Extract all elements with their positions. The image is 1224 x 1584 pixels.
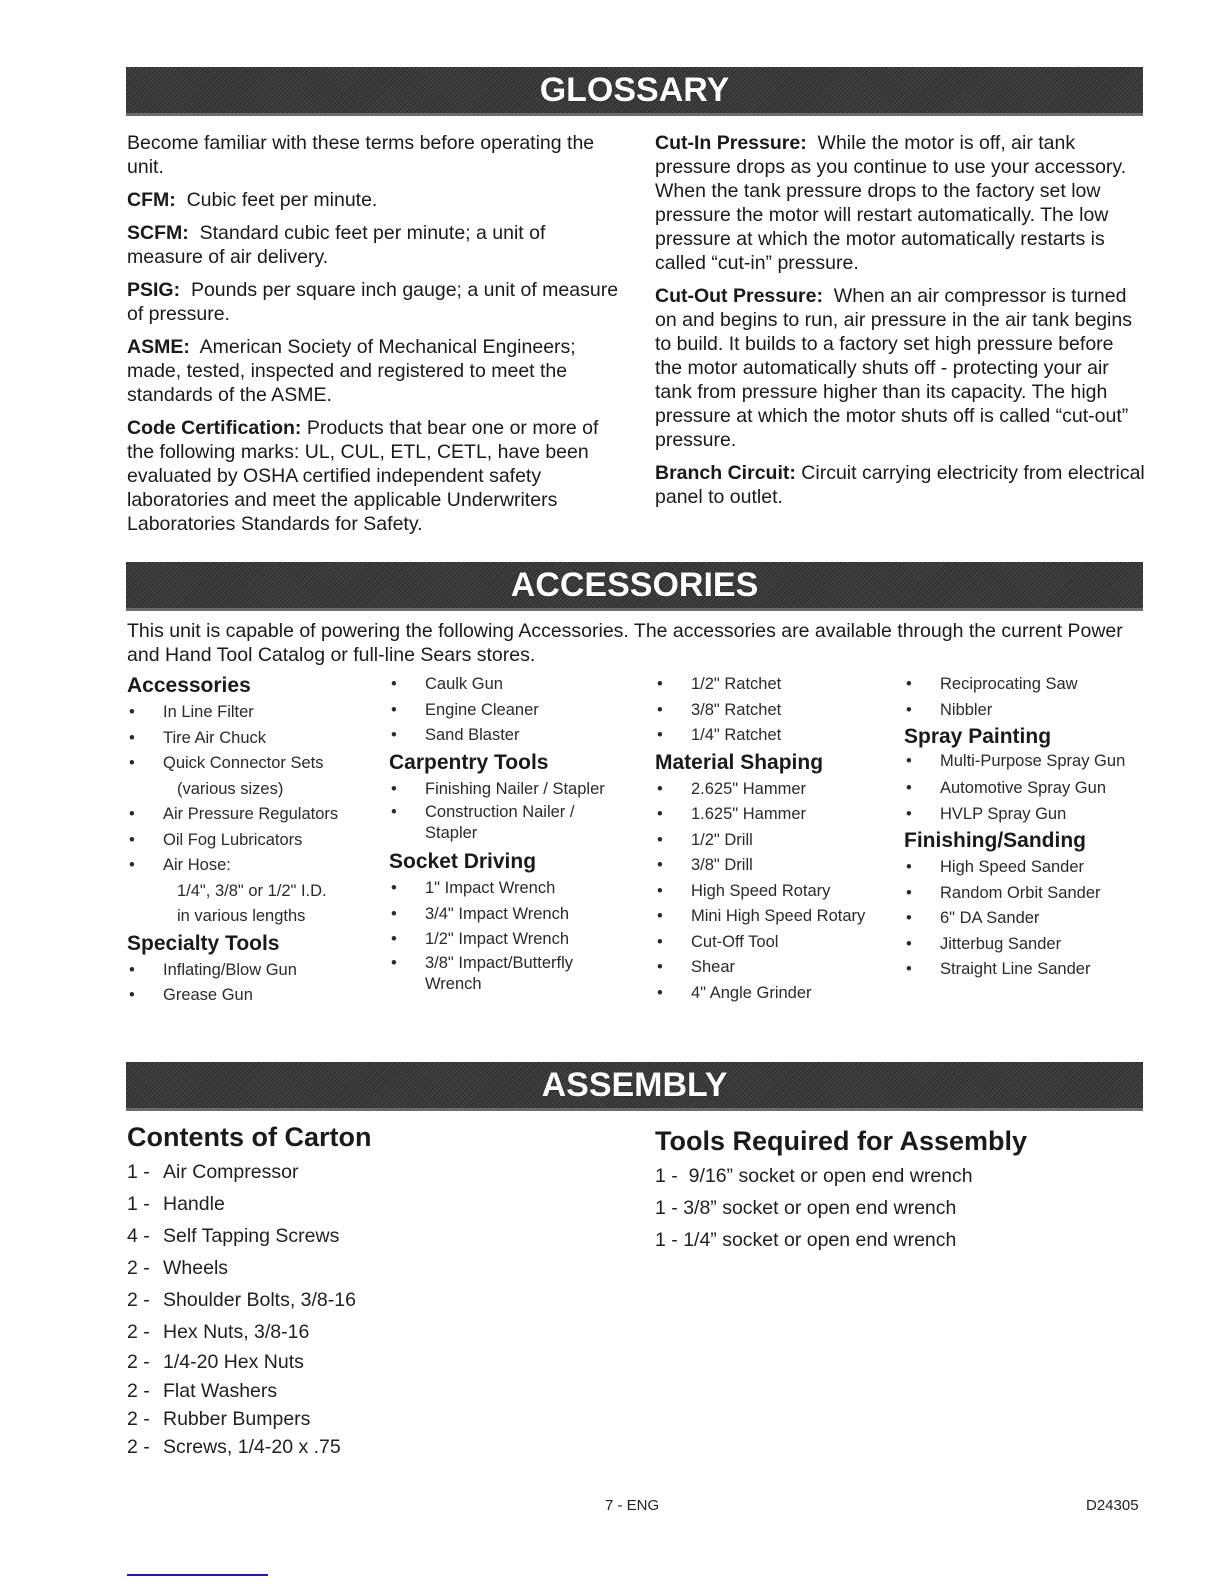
- list-item: 1 - 3/8” socket or open end wrench: [655, 1197, 957, 1219]
- glossary-definition: Pounds per square inch gauge; a unit of measure of pressure.: [127, 279, 619, 325]
- glossary-title: GLOSSARY: [539, 70, 730, 109]
- list-item: • In Line Filter: [127, 700, 377, 726]
- list-item: • 1/2" Ratchet: [655, 672, 905, 698]
- list-item: • Automotive Spray Gun: [904, 776, 1154, 802]
- list-item: • 3/8" Drill: [655, 853, 905, 879]
- bullet-icon: •: [657, 830, 663, 849]
- bullet-icon: •: [391, 953, 397, 972]
- material-shaping-list: [655, 777, 905, 1007]
- list-item: • Tire Air Chuck: [127, 726, 377, 752]
- glossary-term: Cut-In Pressure:: [655, 132, 807, 154]
- list-item: • Reciprocating Saw: [904, 672, 1154, 698]
- glossary-right-column: [655, 131, 1145, 518]
- list-item: • Inflating/Blow Gun: [127, 958, 377, 984]
- bullet-icon: •: [906, 804, 912, 823]
- bullet-icon: •: [129, 754, 135, 772]
- glossary-term: Code Certification:: [127, 417, 302, 439]
- list-item: • 1.625" Hammer: [655, 802, 905, 828]
- list-item: 4 - Self Tapping Screws: [127, 1225, 340, 1247]
- glossary-definition: When an air compressor is turned on and begins to run, air pressure in the air tank begins to build. It builds to a factory set high pressure before the motor automatically shuts off - protecting your air tank from pressure higher than its capacity. The high pressure at which the motor shuts off is called “cut-out” pressure.: [655, 285, 1132, 451]
- bullet-icon: •: [906, 752, 912, 770]
- bullet-icon: •: [657, 700, 663, 719]
- glossary-term: Cut-Out Pressure:: [655, 285, 823, 307]
- glossary-definition: Circuit carrying electricity from electrical panel to outlet.: [655, 462, 1145, 508]
- category-heading-spray-painting: Spray Painting: [904, 725, 1052, 748]
- glossary-definition: While the motor is off, air tank pressure drops as you continue to use your accessory. When the tank pressure drops to the factory set low pressure the motor will restart automatically. The low pressure at which the motor automatically restarts is called “cut-in” pressure.: [655, 132, 1127, 274]
- list-item: • 2.625" Hammer: [655, 777, 905, 803]
- bullet-icon: •: [129, 830, 135, 849]
- bullet-icon: •: [391, 726, 397, 744]
- list-item: • Grease Gun: [127, 983, 377, 1009]
- list-item: • Random Orbit Sander: [904, 881, 1154, 907]
- bullet-icon: •: [129, 703, 135, 721]
- glossary-term: SCFM:: [127, 222, 189, 244]
- list-item: 2 - Flat Washers: [127, 1380, 278, 1402]
- accessories-title: ACCESSORIES: [510, 565, 759, 604]
- list-item: 2 - Hex Nuts, 3/8-16: [127, 1321, 310, 1343]
- list-item: • Sand Blaster: [389, 723, 639, 749]
- bullet-icon: •: [906, 960, 912, 978]
- glossary-entry-asme: [127, 335, 622, 407]
- list-item: • 3/8" Ratchet: [655, 698, 905, 724]
- socket-driving-list: [389, 876, 639, 999]
- accessories-intro: This unit is capable of powering the following Accessories. The accessories are available through the current Power and Hand Tool Catalog or full-line Sears stores.: [127, 620, 1123, 666]
- bullet-icon: •: [657, 779, 663, 798]
- bullet-icon: •: [391, 803, 397, 821]
- bullet-icon: •: [906, 858, 912, 876]
- glossary-definition: Standard cubic feet per minute; a unit of measure of air delivery.: [127, 222, 546, 268]
- bullet-icon: •: [129, 728, 135, 747]
- list-item: 2 - 1/4-20 Hex Nuts: [127, 1351, 304, 1373]
- glossary-entry-cut-out: [655, 284, 1145, 452]
- tools-required-heading: Tools Required for Assembly: [655, 1126, 1028, 1156]
- category-heading-socket-driving: Socket Driving: [389, 850, 537, 873]
- bullet-icon: •: [391, 904, 397, 923]
- list-item: • HVLP Spray Gun: [904, 802, 1154, 828]
- list-item: • High Speed Sander: [904, 855, 1154, 881]
- glossary-term: CFM:: [127, 189, 176, 211]
- glossary-definition: American Society of Mechanical Engineers; made, tested, inspected and registered to meet the standards of the ASME.: [127, 336, 576, 406]
- carpentry-tools-list: [389, 777, 639, 849]
- bullet-icon: •: [906, 779, 912, 797]
- list-item: • Straight Line Sander: [904, 957, 1154, 983]
- list-item: • Air Hose: 1/4", 3/8" or 1/2" I.D. in various lengths: [127, 853, 377, 930]
- glossary-definition: Cubic feet per minute.: [186, 189, 378, 211]
- glossary-entry-code-certification: [127, 416, 622, 536]
- bullet-icon: •: [391, 700, 397, 719]
- list-item: • 1" Impact Wrench: [389, 876, 639, 902]
- bullet-icon: •: [391, 675, 397, 693]
- list-item: • 3/8" Impact/Butterfly Wrench: [391, 953, 574, 993]
- list-item: • Construction Nailer / Stapler: [391, 803, 575, 842]
- tools-list: [655, 1160, 1145, 1256]
- bullet-icon: •: [129, 986, 135, 1004]
- list-item: • Finishing Nailer / Stapler: [389, 777, 639, 803]
- glossary-left-column: [127, 131, 622, 545]
- glossary-definition: Products that bear one or more of the following marks: UL, CUL, ETL, CETL, have been evaluated by OSHA certified independent safety laboratories and meet the applicable Underwriters Laboratories Standards for Safety.: [127, 417, 599, 535]
- list-item: 1 - 9/16” socket or open end wrench: [655, 1165, 973, 1187]
- list-item: • Nibbler: [904, 698, 1154, 724]
- list-item: • Shear: [655, 955, 905, 981]
- bullet-icon: •: [906, 700, 912, 719]
- bullet-icon: •: [657, 983, 663, 1002]
- list-item: • Engine Cleaner: [389, 698, 639, 724]
- list-item: 2 - Screws, 1/4-20 x .75: [127, 1436, 341, 1458]
- list-item: • 6" DA Sander: [904, 906, 1154, 932]
- category-heading-finishing-sanding: Finishing/Sanding: [904, 829, 1086, 852]
- finishing-sanding-list: [904, 855, 1154, 983]
- category-heading-specialty-tools: Specialty Tools: [127, 931, 280, 955]
- list-item-note: in various lengths: [177, 907, 306, 925]
- list-item-note: (various sizes): [177, 779, 284, 798]
- link-underline: [127, 1574, 268, 1576]
- accessories-column-4: [904, 672, 1154, 983]
- bullet-icon: •: [657, 932, 663, 951]
- list-item: • 3/4" Impact Wrench: [389, 902, 639, 928]
- list-item: • Air Pressure Regulators: [127, 802, 377, 828]
- bullet-icon: •: [906, 909, 912, 927]
- bullet-icon: •: [906, 934, 912, 953]
- list-item: 2 - Wheels: [127, 1257, 229, 1279]
- accessories-column-1: [127, 672, 377, 1009]
- glossary-entry-scfm: [127, 221, 622, 269]
- bullet-icon: •: [657, 881, 663, 900]
- list-item: • Cut-Off Tool: [655, 930, 905, 956]
- glossary-term: Branch Circuit:: [655, 462, 796, 484]
- list-item: • 1/4" Ratchet: [655, 723, 905, 749]
- category-heading-material-shaping: Material Shaping: [655, 750, 824, 774]
- list-item: • Caulk Gun: [389, 672, 639, 698]
- specialty-tools-list: [127, 958, 377, 1009]
- bullet-icon: •: [391, 779, 397, 798]
- contents-list: [127, 1156, 607, 1461]
- bullet-icon: •: [657, 805, 663, 823]
- document-code: D24305: [1086, 1497, 1139, 1514]
- list-item: 2 - Rubber Bumpers: [127, 1408, 311, 1430]
- list-item: • Jitterbug Sander: [904, 932, 1154, 958]
- list-item: • Multi-Purpose Spray Gun: [906, 752, 1126, 770]
- spray-painting-list: [904, 751, 1154, 827]
- page-number: 7 - ENG: [605, 1497, 660, 1514]
- tools-required-section: [655, 1124, 1145, 1256]
- list-item-note: 1/4", 3/8" or 1/2" I.D.: [177, 881, 327, 900]
- category-heading-carpentry-tools: Carpentry Tools: [389, 750, 549, 774]
- list-item: 2 - Shoulder Bolts, 3/8-16: [127, 1289, 356, 1311]
- category-heading-accessories: Accessories: [127, 674, 251, 697]
- accessories-header-band: [126, 562, 1143, 611]
- bullet-icon: •: [129, 960, 135, 979]
- list-item: 1 - Handle: [127, 1193, 225, 1215]
- specialty-tools-list-cont: [389, 672, 639, 749]
- list-item: • High Speed Rotary: [655, 879, 905, 905]
- bullet-icon: •: [906, 675, 912, 693]
- accessories-column-3: [655, 672, 905, 1006]
- accessories-list: [127, 700, 377, 930]
- glossary-term: PSIG:: [127, 279, 181, 301]
- glossary-entry-branch-circuit: [655, 461, 1145, 509]
- bullet-icon: •: [657, 907, 663, 925]
- list-item: • Mini High Speed Rotary: [655, 904, 905, 930]
- list-item: • 1/2" Drill: [655, 828, 905, 854]
- bullet-icon: •: [391, 879, 397, 897]
- bullet-icon: •: [906, 883, 912, 902]
- contents-of-carton-section: [127, 1120, 607, 1461]
- bullet-icon: •: [657, 958, 663, 976]
- glossary-entry-cut-in: [655, 131, 1145, 275]
- list-item: • 4" Angle Grinder: [655, 981, 905, 1007]
- bullet-icon: •: [657, 726, 663, 744]
- glossary-entry-psig: [127, 278, 622, 326]
- contents-of-carton-heading: Contents of Carton: [127, 1122, 372, 1152]
- assembly-title: ASSEMBLY: [541, 1065, 728, 1104]
- glossary-term: ASME:: [127, 336, 190, 358]
- bullet-icon: •: [657, 675, 663, 693]
- glossary-header-band: [126, 67, 1143, 116]
- bullet-icon: •: [129, 856, 135, 874]
- socket-driving-list-cont: [655, 672, 905, 749]
- bullet-icon: •: [391, 930, 397, 948]
- list-item: • Oil Fog Lubricators: [127, 828, 377, 854]
- list-item: 1 - Air Compressor: [127, 1161, 299, 1183]
- bullet-icon: •: [129, 805, 135, 823]
- glossary-entry-cfm: [127, 188, 622, 212]
- bullet-icon: •: [657, 856, 663, 874]
- list-item: • 1/2" Impact Wrench: [389, 927, 639, 953]
- list-item: 1 - 1/4” socket or open end wrench: [655, 1229, 957, 1251]
- accessories-column-2: [389, 672, 639, 999]
- list-item: • Quick Connector Sets (various sizes): [127, 751, 377, 802]
- glossary-intro: Become familiar with these terms before operating the unit.: [127, 132, 595, 178]
- material-shaping-list-cont: [904, 672, 1154, 723]
- assembly-header-band: [126, 1062, 1143, 1111]
